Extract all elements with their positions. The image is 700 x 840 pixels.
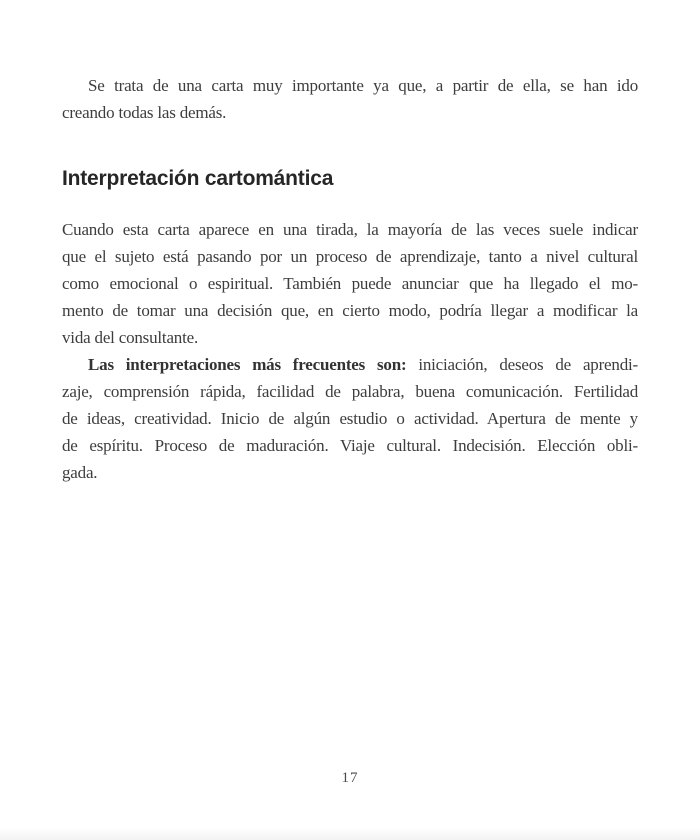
paragraph-line: mento de tomar una decisión que, en cierto modo, podría llegar a modificar la (62, 301, 638, 320)
intro-paragraph (62, 72, 638, 126)
paragraph-line: que el sujeto está pasando por un proceso de aprendizaje, tanto a nivel cultural (62, 247, 638, 266)
paragraph-line: zaje, comprensión rápida, facilidad de palabra, buena comunicación. Fertilidad (62, 382, 638, 401)
paragraph-line: creando todas las demás. (62, 103, 227, 122)
paragraph-line: de ideas, creatividad. Inicio de algún estudio o actividad. Apertura de mente y (62, 409, 638, 428)
page-bottom-edge-shadow (0, 828, 700, 840)
paragraph-line: vida del consultante. (62, 328, 199, 347)
paragraph-line: como emocional o espiritual. También puede anunciar que ha llegado el mo- (62, 274, 638, 293)
section-heading: Interpretación cartomántica (62, 167, 334, 190)
interpretations-lead-bold: Las interpretaciones más frecuentes son: (88, 355, 407, 374)
body-paragraphs (62, 216, 638, 486)
interpretations-lead-line (62, 351, 638, 378)
interpretations-lead-rest: iniciación, deseos de aprendi- (406, 355, 638, 374)
paragraph-line: gada. (62, 463, 98, 482)
paragraph-line: de espíritu. Proceso de maduración. Viaje cultural. Indecisión. Elección obli- (62, 436, 638, 455)
paragraph-line: Cuando esta carta aparece en una tirada, la mayoría de las veces suele indicar (62, 220, 638, 239)
page-number: 17 (341, 770, 359, 786)
paragraph-line: Se trata de una carta muy importante ya que, a partir de ella, se han ido (88, 76, 638, 95)
